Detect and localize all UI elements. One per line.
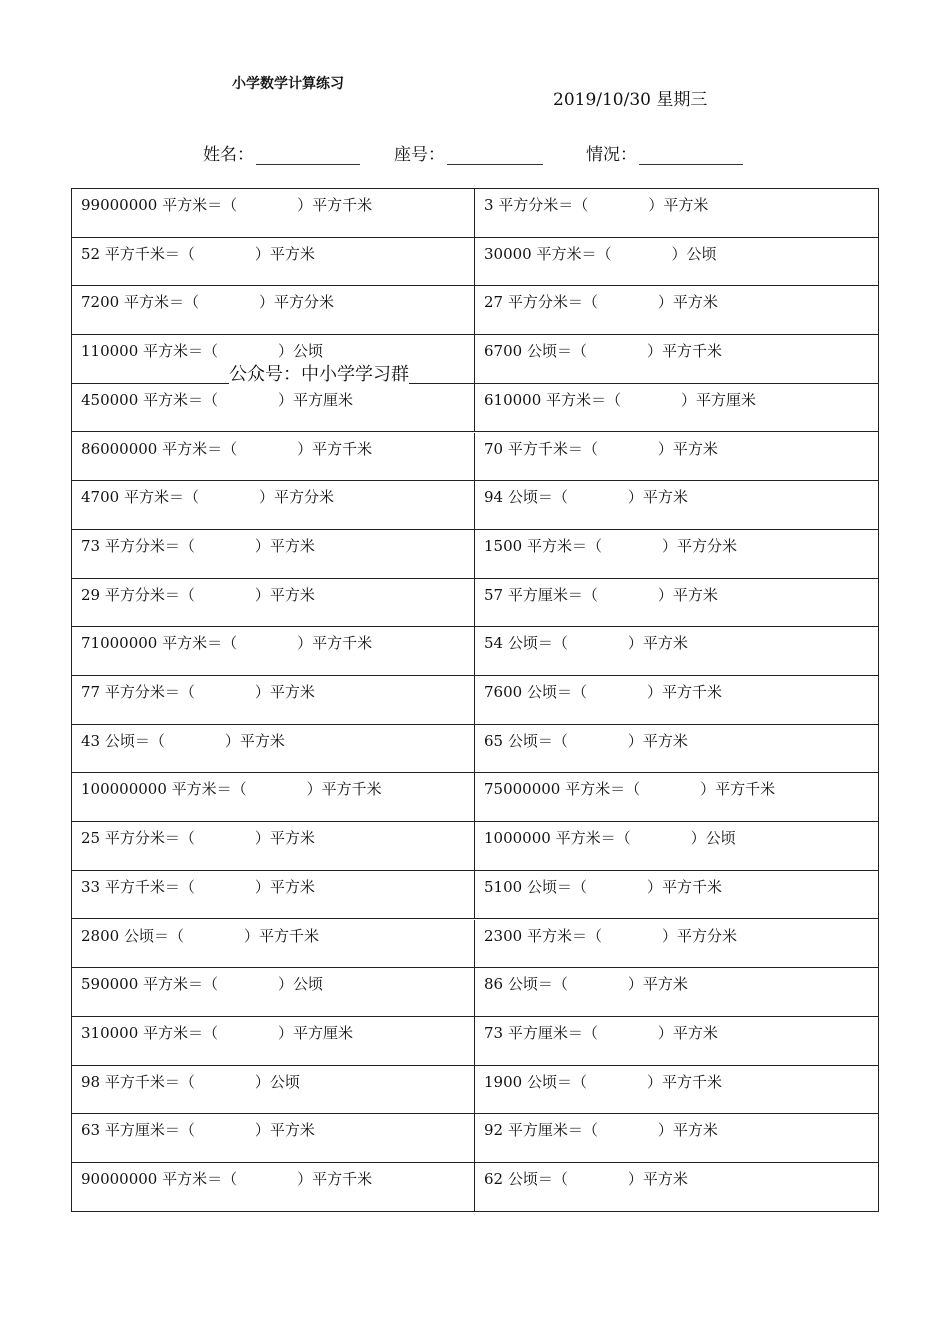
exercise-right: 2300 平方米＝（ ）平方分米 (484, 926, 737, 945)
exercise-left: 33 平方千米＝（ ）平方米 (72, 871, 475, 919)
exercise-right: 3 平方分米＝（ ）平方米 (484, 196, 709, 214)
exercise-right: 6700 公顷＝（ ）平方千米 (484, 342, 722, 361)
exercise-right: 86 公顷＝（ ）平方米 (484, 975, 688, 994)
exercise-left: 4700 平方米＝（ ）平方分米 (72, 481, 475, 529)
exercise-row (72, 1017, 878, 1066)
watermark-text: 公众号：中小学学习群 (229, 360, 409, 386)
exercise-row (72, 920, 878, 969)
exercise-right: 27 平方分米＝（ ）平方米 (484, 293, 718, 312)
exercise-right: 94 公顷＝（ ）平方米 (484, 488, 688, 507)
name-label: 姓名： (203, 145, 254, 165)
exercise-right: 30000 平方米＝（ ）公顷 (484, 244, 717, 263)
exercise-left: 590000 平方米＝（ ）公顷 (72, 968, 475, 1016)
exercise-row (72, 627, 878, 676)
worksheet-date: 2019/10/30 星期三 (553, 90, 708, 110)
exercise-right: 70 平方千米＝（ ）平方米 (484, 439, 718, 458)
exercise-row (72, 384, 878, 433)
exercise-left: 99000000 平方米＝（ ）平方千米 (72, 189, 475, 237)
name-blank[interactable] (256, 146, 360, 165)
exercise-row (72, 968, 878, 1017)
exercise-right: 62 公顷＝（ ）平方米 (484, 1170, 688, 1188)
seat-blank[interactable] (447, 146, 543, 165)
seat-label: 座号： (394, 145, 445, 165)
exercise-row (72, 335, 878, 384)
exercise-right: 610000 平方米＝（ ）平方厘米 (484, 390, 757, 409)
exercise-right: 1500 平方米＝（ ）平方分米 (484, 536, 737, 555)
exercise-row (72, 1163, 878, 1212)
exercise-right: 92 平方厘米＝（ ）平方米 (484, 1121, 718, 1140)
exercise-right: 73 平方厘米＝（ ）平方米 (484, 1023, 718, 1042)
exercise-left: 310000 平方米＝（ ）平方厘米 (72, 1017, 475, 1065)
exercise-right: 75000000 平方米＝（ ）平方千米 (484, 780, 776, 799)
exercise-row (72, 676, 878, 725)
exercise-left: 2800 公顷＝（ ）平方千米 (72, 920, 475, 968)
exercise-row (72, 189, 878, 238)
exercise-right: 1000000 平方米＝（ ）公顷 (484, 829, 736, 848)
exercise-left: 25 平方分米＝（ ）平方米 (72, 822, 475, 870)
exercise-right: 7600 公顷＝（ ）平方千米 (484, 683, 722, 701)
status-blank[interactable] (639, 146, 743, 165)
exercise-left: 100000000 平方米＝（ ）平方千米 (72, 773, 475, 821)
exercise-row (72, 1066, 878, 1115)
exercise-left: 71000000 平方米＝（ ）平方千米 (72, 627, 475, 675)
exercise-row (72, 579, 878, 628)
exercise-right: 65 公顷＝（ ）平方米 (484, 731, 688, 750)
exercise-right: 57 平方厘米＝（ ）平方米 (484, 585, 718, 604)
exercise-grid (71, 188, 879, 1212)
exercise-row (72, 530, 878, 579)
status-label: 情况： (586, 145, 637, 165)
exercise-left: 7200 平方米＝（ ）平方分米 (72, 286, 475, 334)
exercise-row (72, 871, 878, 920)
exercise-left: 43 公顷＝（ ）平方米 (72, 725, 475, 773)
exercise-left: 98 平方千米＝（ ）公顷 (72, 1066, 475, 1114)
exercise-left: 77 平方分米＝（ ）平方米 (72, 676, 475, 724)
status-field (586, 140, 743, 165)
exercise-right: 54 公顷＝（ ）平方米 (484, 634, 688, 653)
exercise-row (72, 238, 878, 287)
exercise-row (72, 725, 878, 774)
exercise-left: 29 平方分米＝（ ）平方米 (72, 579, 475, 627)
exercise-right: 5100 公顷＝（ ）平方千米 (484, 877, 722, 896)
exercise-row (72, 481, 878, 530)
exercise-left: 450000 平方米＝（ ）平方厘米 (72, 384, 475, 432)
name-field (203, 140, 360, 165)
exercise-left: 52 平方千米＝（ ）平方米 (72, 238, 475, 286)
exercise-left: 86000000 平方米＝（ ）平方千米 (72, 433, 475, 481)
exercise-left: 110000 平方米＝（ ）公顷 (72, 335, 475, 383)
worksheet-title: 小学数学计算练习 (232, 76, 344, 92)
exercise-row (72, 286, 878, 335)
exercise-right: 1900 公顷＝（ ）平方千米 (484, 1072, 722, 1091)
exercise-row (72, 773, 878, 822)
exercise-left: 63 平方厘米＝（ ）平方米 (72, 1114, 475, 1162)
exercise-left: 90000000 平方米＝（ ）平方千米 (72, 1163, 475, 1212)
seat-field (394, 140, 543, 165)
exercise-left: 73 平方分米＝（ ）平方米 (72, 530, 475, 578)
student-info-line (0, 140, 950, 164)
exercise-row (72, 1114, 878, 1163)
exercise-row (72, 822, 878, 871)
exercise-row (72, 433, 878, 482)
